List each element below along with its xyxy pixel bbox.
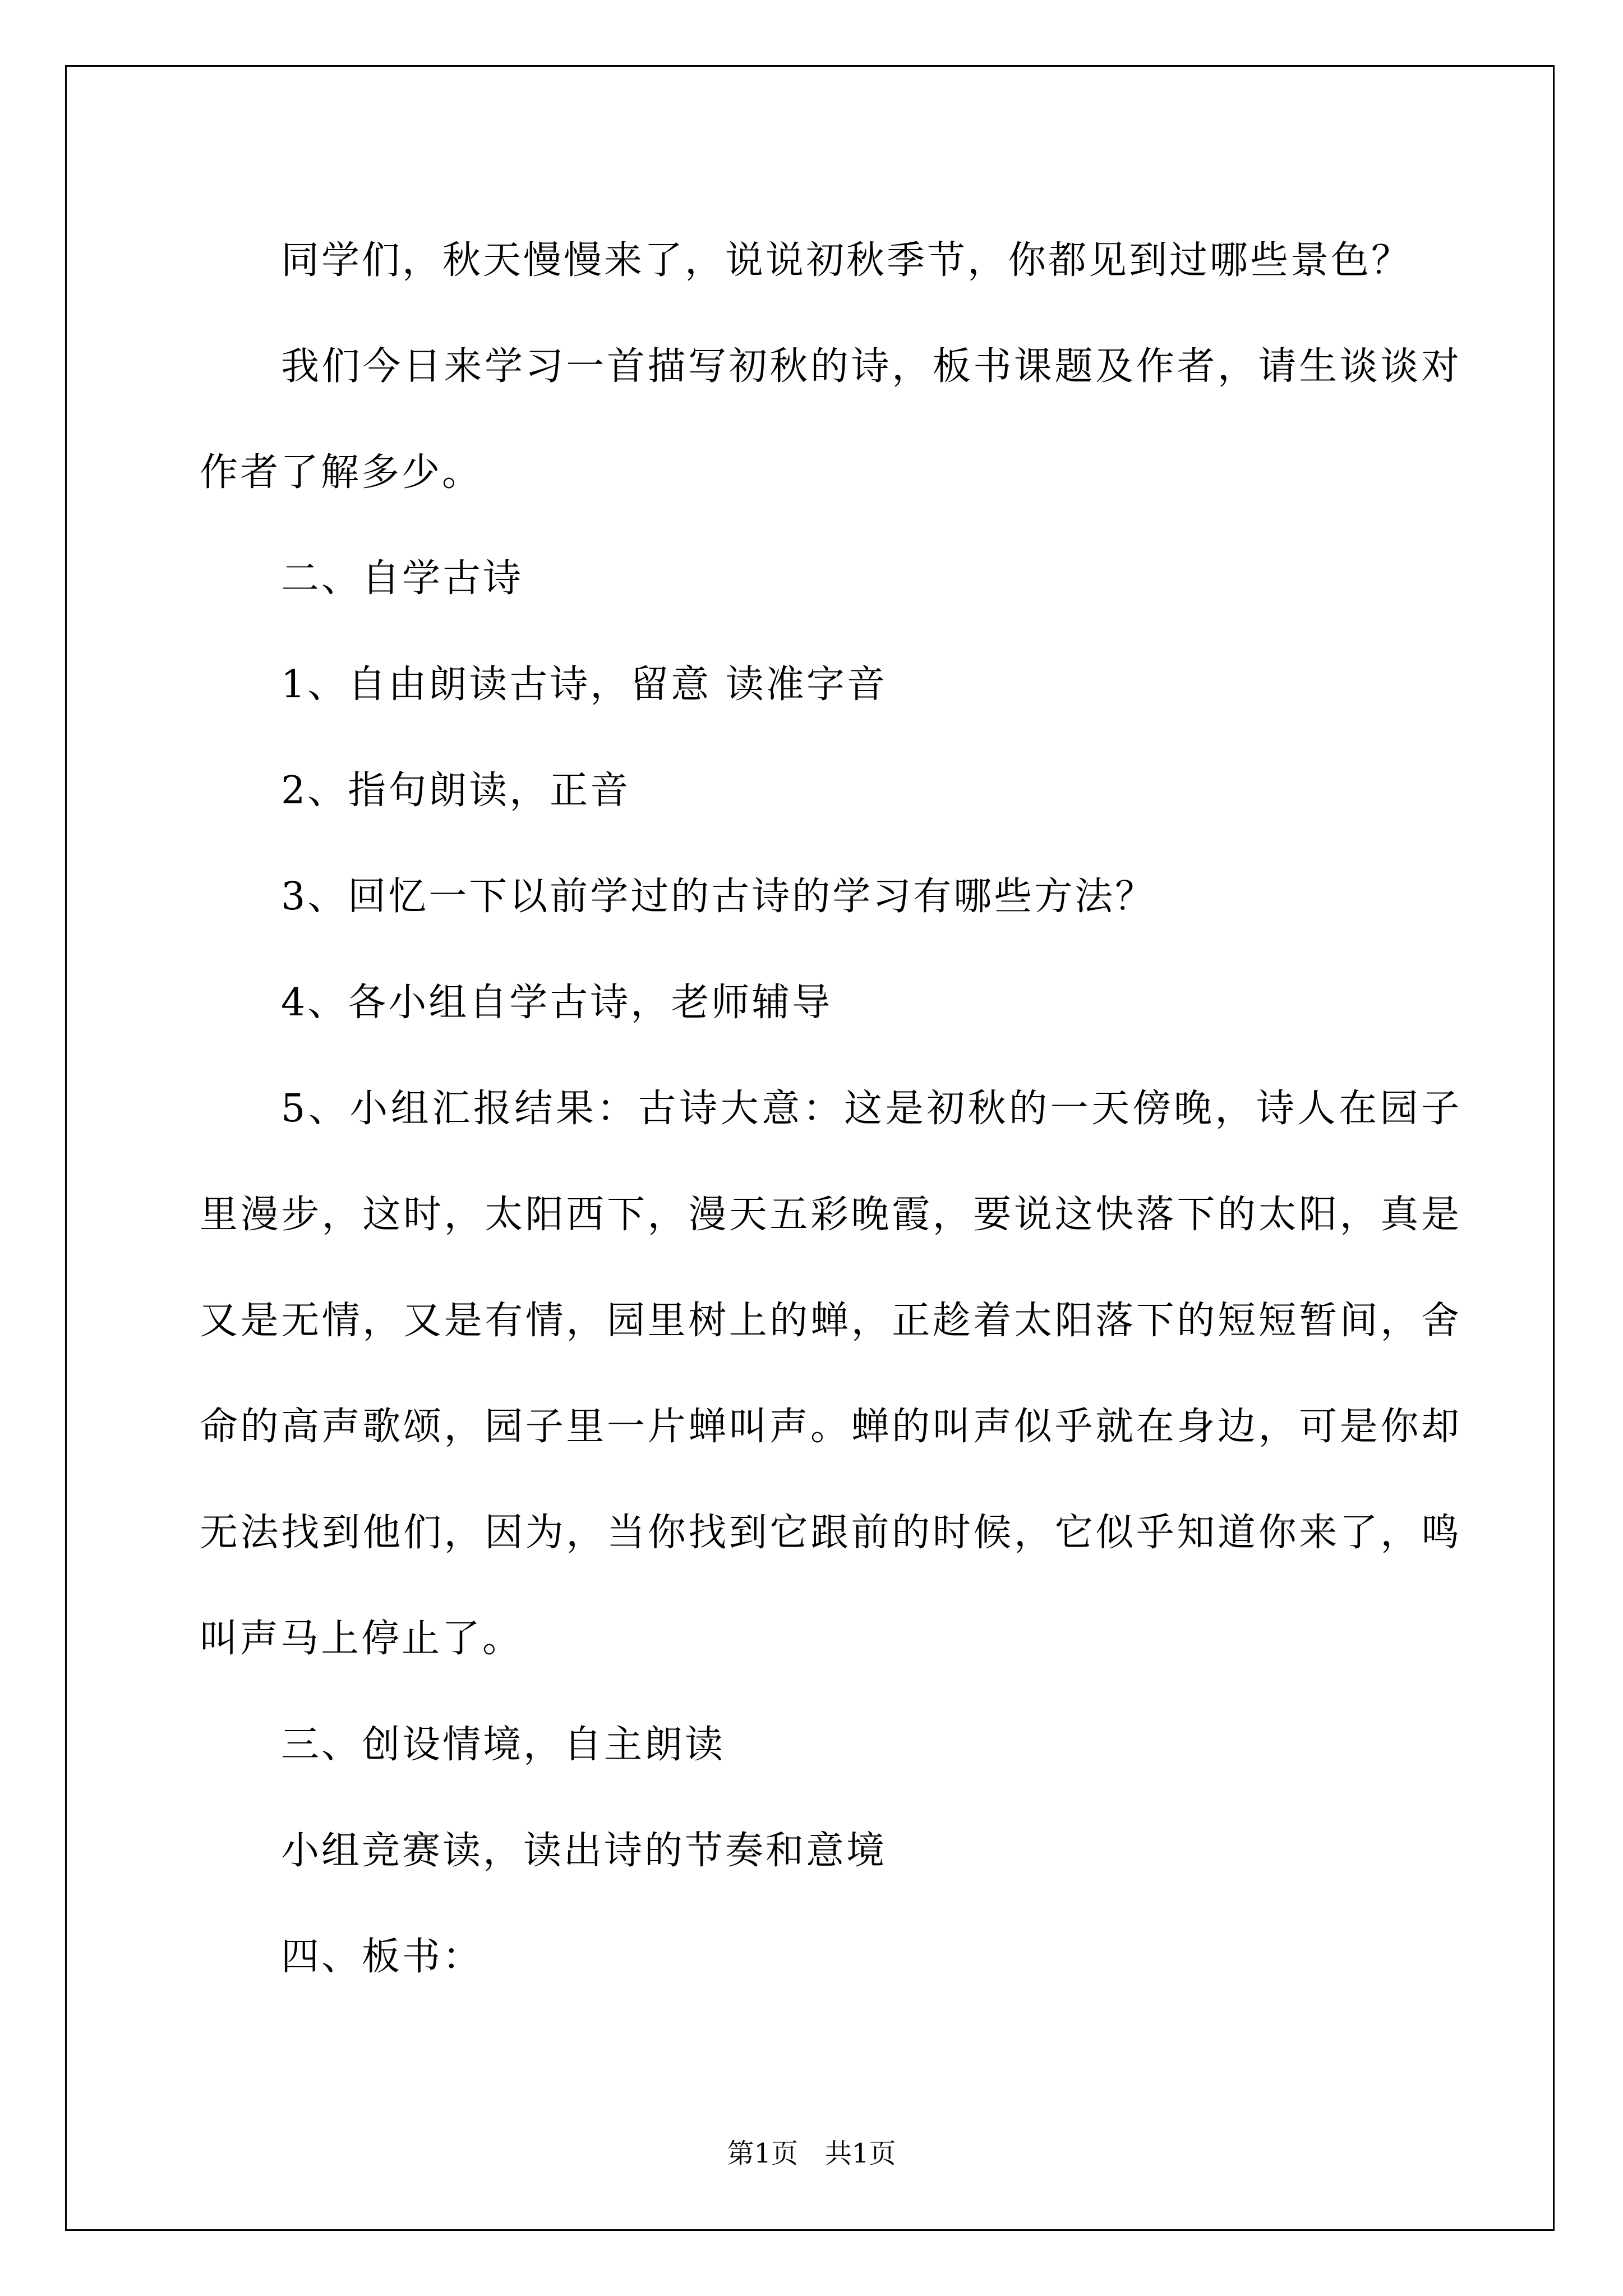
list-item-2: 2、指句朗读，正音 xyxy=(281,769,631,813)
paragraph-group-reading: 小组竞赛读，读出诗的节奏和意境 xyxy=(281,1829,887,1873)
paragraph-intro-author: 我们今日来学习一首描写初秋的诗，板书课题及作者，请生谈谈对作者了解多少。 xyxy=(200,344,1461,495)
list-item-1: 1、自由朗读古诗，留意 读准字音 xyxy=(281,662,887,707)
document-body xyxy=(200,208,1461,2010)
list-item-3: 3、回忆一下以前学过的古诗的学习有哪些方法？ xyxy=(281,875,1156,919)
section-heading-reading: 三、创设情境，自主朗读 xyxy=(281,1723,726,1767)
list-item-5: 5、小组汇报结果：古诗大意：这是初秋的一天傍晚，诗人在园子里漫步，这时，太阳西下，漫天五彩晚霞，要说这快落下的太阳，真是又是无情，又是有情，园里树上的蝉，正趁着太阳落下的短短暂间，舍命的高声歌颂，园子里一片蝉叫声。蝉的叫声似乎就在身边，可是你却无法找到他们，因为，当你找到它跟前的时候，它似乎知道你来了，鸣叫声马上停止了。 xyxy=(200,1087,1461,1661)
paragraph-intro-question: 同学们，秋天慢慢来了，说说初秋季节，你都见到过哪些景色？ xyxy=(281,238,1412,283)
section-heading-blackboard: 四、板书： xyxy=(281,1935,483,1979)
list-item-4: 4、各小组自学古诗，老师辅导 xyxy=(281,981,833,1025)
page-footer: 第1页 共1页 xyxy=(727,2138,896,2169)
section-heading-self-study: 二、自学古诗 xyxy=(281,556,524,601)
